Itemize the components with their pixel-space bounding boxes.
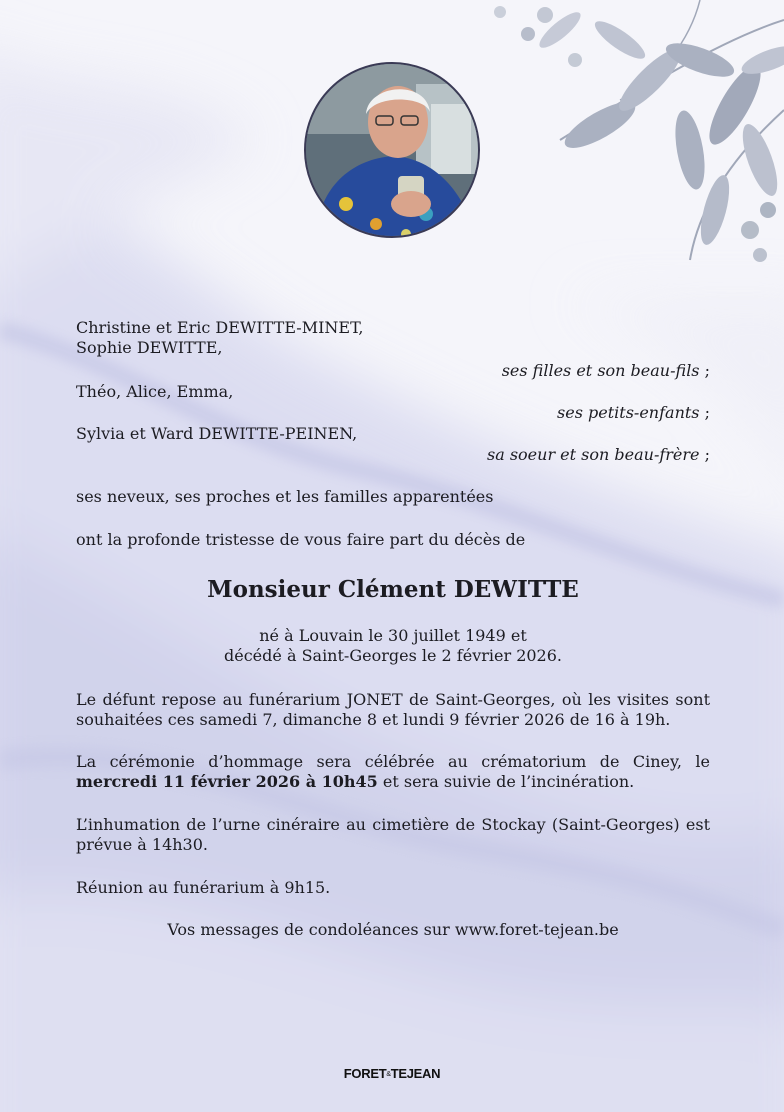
family-others: ses neveux, ses proches et les familles apparentées [76,487,494,506]
logo-part1: FORET [343,1066,387,1081]
funeral-home-logo [0,1066,784,1081]
birth-death-info [76,626,710,666]
ceremony-suffix: et sera suivie de l’incinération. [377,772,635,791]
death-line: décédé à Saint-Georges le 2 février 2026. [224,646,562,665]
visit-info: Le défunt repose au funérarium JONET de Saint-Georges, où les visites sont souhaitées ces samedi 7, dimanche 8 et lundi 9 février 2026 de 16 à 19h. [76,690,710,729]
relation-separator: ; [699,361,710,380]
announcement: ont la profonde tristesse de vous faire part du décès de [76,530,526,549]
deceased-name: Monsieur Clément DEWITTE [207,576,579,603]
relation-separator: ; [699,445,710,464]
condolences-info: Vos messages de condoléances sur www.foret-tejean.be [167,920,619,939]
family-line: Sophie DEWITTE, [76,338,223,357]
portrait-illustration [306,64,480,238]
family-group-grandchildren [76,382,710,402]
meeting-info: Réunion au funérarium à 9h15. [76,878,331,897]
birth-line: né à Louvain le 30 juillet 1949 et [259,626,527,645]
relation-grandchildren [76,403,710,423]
logo-part2: TEJEAN [390,1066,441,1081]
logo-amp: & [386,1071,391,1079]
family-line: Christine et Eric DEWITTE-MINET, [76,318,364,337]
relation-label: sa soeur et son beau-frère [486,445,700,464]
ceremony-prefix: La cérémonie d’hommage sera célébrée au crématorium de Ciney, le [76,752,710,771]
family-group-sister [76,424,710,444]
relation-sister [76,445,710,465]
family-group-daughters [76,318,710,358]
relation-separator: ; [699,403,710,422]
family-line: Théo, Alice, Emma, [76,382,234,401]
relation-label: ses petits-enfants [557,403,700,422]
family-line: Sylvia et Ward DEWITTE-PEINEN, [76,424,358,443]
burial-info: L’inhumation de l’urne cinéraire au cimetière de Stockay (Saint-Georges) est prévue à 14h30. [76,815,710,854]
ceremony-info [76,752,710,792]
portrait-photo [304,62,480,238]
relation-label: ses filles et son beau-fils [501,361,700,380]
relation-daughters [76,361,710,381]
ceremony-date: mercredi 11 février 2026 à 10h45 [76,772,378,791]
